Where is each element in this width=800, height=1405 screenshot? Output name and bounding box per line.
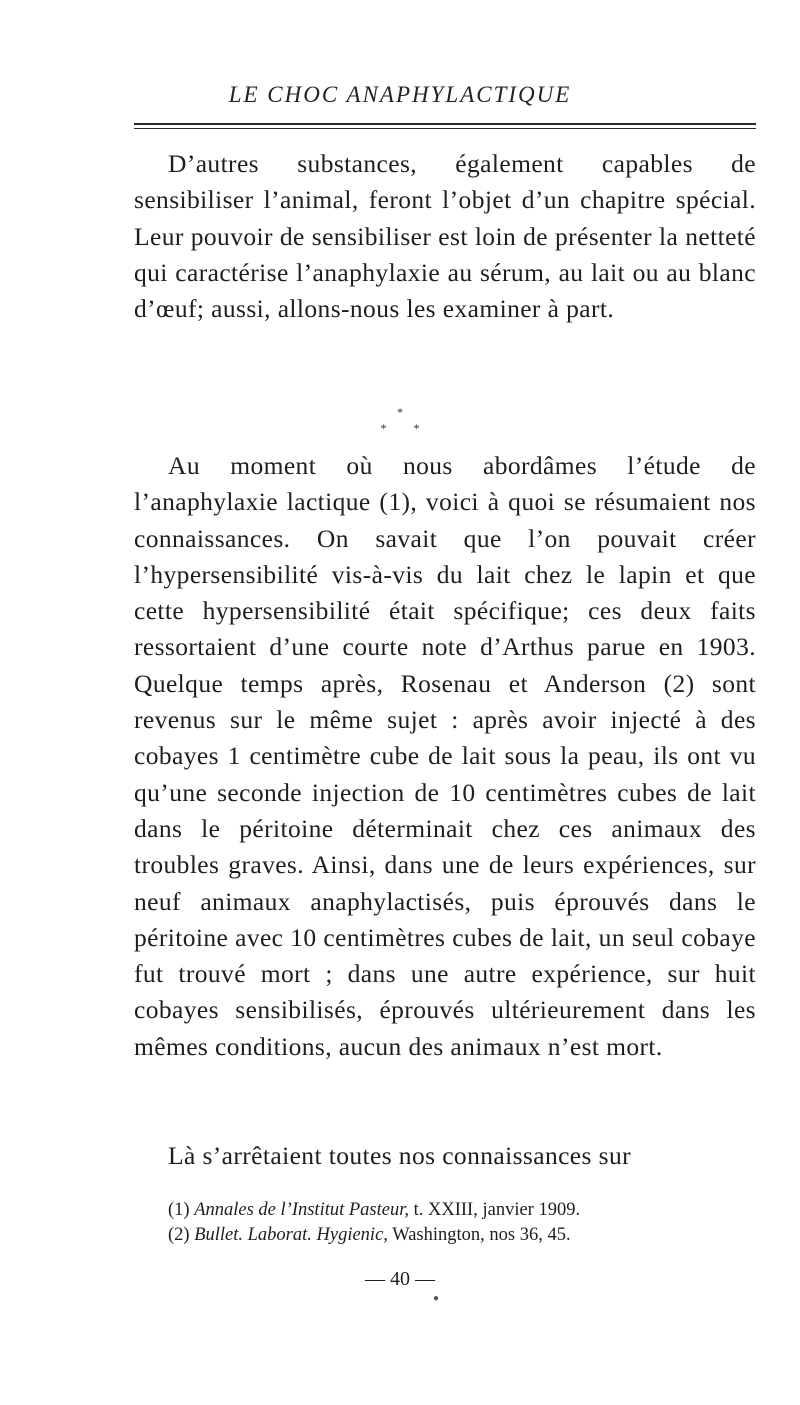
footnote-2 bbox=[134, 1223, 756, 1248]
print-speck: ● bbox=[433, 1293, 440, 1304]
header-rule-thick bbox=[134, 123, 756, 125]
footnotes bbox=[134, 1198, 756, 1248]
footnote-details: Washington, nos 36, 45. bbox=[392, 1225, 571, 1245]
header-rule-thin bbox=[134, 128, 756, 129]
footnote-details: t. XXIII, janvier 1909. bbox=[413, 1200, 581, 1220]
footnote-source-title: Annales de l’Institut Pasteur, bbox=[194, 1200, 409, 1220]
paragraph-3: Là s’arrêtaient toutes nos connaissances sur bbox=[168, 1141, 631, 1170]
paragraph-1: D’autres substances, également capables de sensibiliser l’animal, feront l’objet d’un chapitre spécial. Leur pouvoir de sensibiliser est loin de présenter la netteté qui caractérise l’anaphylaxie au sérum, au lait ou au blanc d’œuf; aussi, allons-nous les examiner à part. bbox=[134, 149, 756, 324]
page-number: — 40 — bbox=[365, 1268, 435, 1290]
footnote-marker: (2) bbox=[168, 1225, 190, 1245]
paragraph-2: Au moment où nous abordâmes l’étude de l’anaphylaxie lactique (1), voici à quoi se résumaient nos connaissances. On savait que l’on pouvait créer l’hypersensibilité vis-à-vis du lait chez le lapin et que cette hypersensibilité était spécifique; ces deux faits ressortaient d’une courte note d’Arthus parue en 1903. Quelque temps après, Rosenau et Anderson (2) sont revenus sur le même sujet : après avoir injecté à des cobayes 1 centimètre cube de lait sous la peau, ils ont vu qu’une seconde injection de 10 centimètres cubes de lait dans le péritoine déterminait chez ces animaux des troubles graves. Ainsi, dans une de leurs expériences, sur neuf animaux anaphylactisés, puis éprouvés dans le péritoine avec 10 centimètres cubes de lait, un seul cobaye fut trouvé mort ; dans une autre expérience, sur huit cobayes sensibilisés, éprouvés ultérieurement dans les mêmes conditions, aucun des animaux n’est mort. bbox=[134, 451, 756, 1061]
footnote-source-title: Bullet. Laborat. Hygienic, bbox=[194, 1225, 388, 1245]
section-separator-bottom: * * bbox=[380, 421, 432, 435]
running-header: LE CHOC ANAPHYLACTIQUE bbox=[228, 82, 572, 107]
footnote-1 bbox=[134, 1198, 756, 1223]
footnote-marker: (1) bbox=[168, 1200, 190, 1220]
section-separator-top: * bbox=[397, 405, 403, 419]
